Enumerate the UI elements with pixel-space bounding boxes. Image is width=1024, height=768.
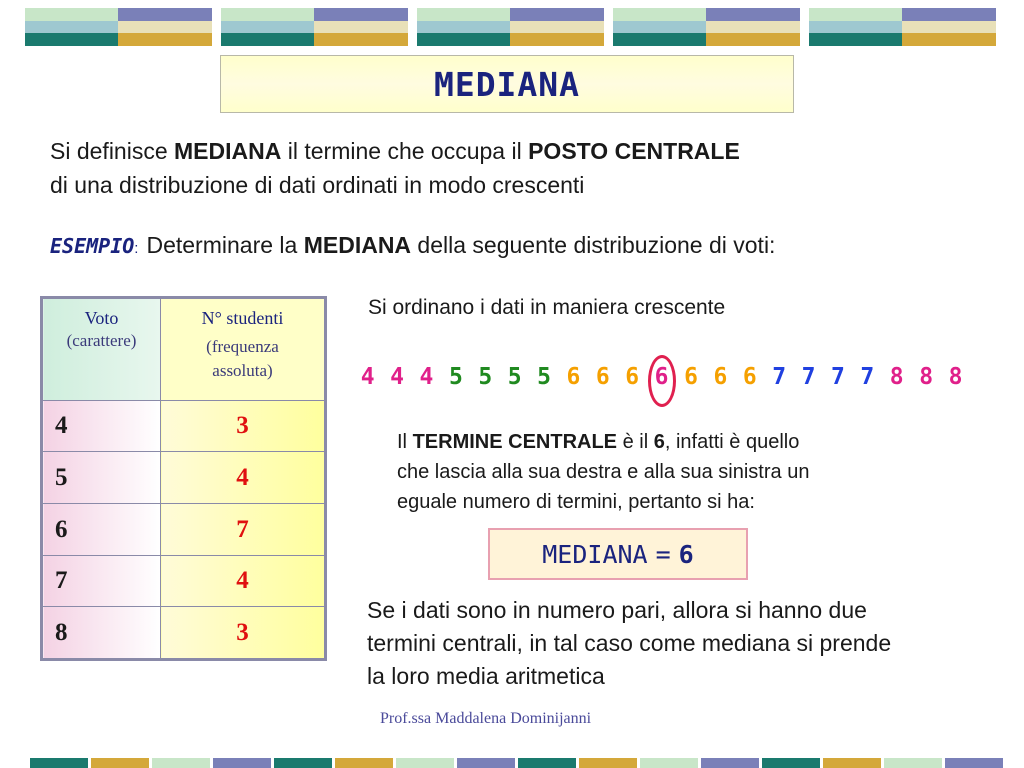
cell-voto: 7 bbox=[42, 556, 161, 607]
example-text-part: Determinare la bbox=[146, 232, 304, 258]
sequence-value: 7 bbox=[801, 364, 816, 390]
sequence-value: 7 bbox=[860, 364, 875, 390]
table-header-studenti bbox=[161, 298, 326, 401]
central-term-line-1 bbox=[397, 427, 987, 457]
even-note-line-1: Se i dati sono in numero pari, allora si hanno due bbox=[367, 597, 867, 623]
example-bold-mediana: MEDIANA bbox=[303, 232, 412, 258]
sequence-value: 7 bbox=[831, 364, 845, 390]
sequence-value: 4 bbox=[419, 364, 434, 390]
definition-line-2: di una distribuzione di dati ordinati in modo crescenti bbox=[50, 172, 585, 198]
header-studenti-label: N° studenti bbox=[201, 308, 284, 328]
definition-text-part: Si definisce bbox=[50, 138, 175, 164]
header-studenti-sub1: (frequenza bbox=[206, 337, 279, 356]
cell-voto: 8 bbox=[42, 607, 161, 660]
header-voto-label: Voto bbox=[84, 308, 119, 328]
sequence-value: 5 bbox=[507, 364, 522, 390]
result-value: 6 bbox=[678, 539, 694, 569]
cell-count: 4 bbox=[161, 556, 326, 607]
sequence-value: 6 bbox=[566, 364, 581, 390]
table-row bbox=[42, 504, 326, 556]
table-row bbox=[42, 556, 326, 607]
example-label: ESEMPIO bbox=[50, 234, 135, 258]
even-count-note bbox=[367, 594, 1024, 693]
central-term-bold: TERMINE CENTRALE bbox=[412, 431, 618, 453]
central-term-text-part: Il bbox=[397, 431, 413, 453]
central-term-text-part: è il bbox=[617, 431, 654, 453]
sequence-value: 6 bbox=[713, 364, 728, 390]
cell-count: 4 bbox=[161, 452, 326, 504]
definition-bold-posto-centrale: POSTO CENTRALE bbox=[528, 138, 740, 164]
sequence-value: 4 bbox=[360, 364, 375, 390]
central-term-text-part: , infatti è quello bbox=[664, 431, 800, 453]
top-decoration-banner bbox=[25, 8, 1000, 46]
sequence-value: 6 bbox=[684, 364, 698, 390]
cell-count: 3 bbox=[161, 607, 326, 660]
definition-bold-mediana: MEDIANA bbox=[174, 138, 282, 164]
central-term-bold-value: 6 bbox=[653, 431, 665, 453]
cell-voto: 4 bbox=[42, 401, 161, 452]
page-title: MEDIANA bbox=[433, 64, 581, 104]
result-label: MEDIANA bbox=[542, 539, 648, 569]
sequence-value: 5 bbox=[537, 364, 551, 390]
sequence-value: 6 bbox=[654, 364, 669, 390]
sequence-value: 6 bbox=[595, 364, 610, 390]
title-box bbox=[220, 55, 794, 113]
cell-count: 3 bbox=[161, 401, 326, 452]
example-colon: : bbox=[134, 240, 139, 257]
sequence-value: 8 bbox=[889, 364, 904, 390]
definition-line-1 bbox=[50, 134, 740, 168]
central-term-line-3: eguale numero di termini, pertanto si ha: bbox=[397, 491, 755, 513]
sequence-value: 6 bbox=[625, 364, 640, 390]
cell-count: 7 bbox=[161, 504, 326, 556]
median-result-box bbox=[488, 528, 748, 580]
example-text bbox=[50, 228, 775, 266]
definition-text-part: il termine che occupa il bbox=[281, 138, 529, 164]
central-term-explanation bbox=[397, 427, 987, 517]
author-footer: Prof.ssa Maddalena Dominijanni bbox=[380, 710, 592, 727]
frequency-table bbox=[40, 296, 327, 661]
bottom-decoration-banner bbox=[30, 758, 1024, 768]
header-studenti-sub2: assoluta) bbox=[212, 361, 273, 380]
table-row bbox=[42, 452, 326, 504]
table-header-voto bbox=[42, 298, 161, 401]
median-highlight-ring bbox=[648, 355, 676, 407]
sequence-value: 6 bbox=[742, 364, 757, 390]
even-note-line-2: termini centrali, in tal caso come mediana si prende bbox=[367, 630, 892, 656]
example-text-part: della seguente distribuzione di voti: bbox=[411, 232, 776, 258]
sequence-value: 7 bbox=[772, 364, 787, 390]
definition-text bbox=[50, 134, 740, 202]
sequence-value: 5 bbox=[478, 364, 493, 390]
central-term-line-2: che lascia alla sua destra e alla sua sinistra un bbox=[397, 461, 810, 483]
sequence-value: 4 bbox=[390, 364, 405, 390]
ordered-data-caption: Si ordinano i dati in maniera crescente bbox=[368, 296, 726, 319]
sequence-value: 8 bbox=[919, 364, 934, 390]
table-row bbox=[42, 607, 326, 660]
result-equals: = bbox=[655, 539, 671, 569]
sequence-value: 8 bbox=[948, 364, 963, 390]
table-row bbox=[42, 401, 326, 452]
cell-voto: 6 bbox=[42, 504, 161, 556]
even-note-line-3: la loro media aritmetica bbox=[367, 663, 605, 689]
cell-voto: 5 bbox=[42, 452, 161, 504]
header-voto-sub: (carattere) bbox=[66, 331, 137, 350]
sequence-value: 5 bbox=[448, 364, 463, 390]
